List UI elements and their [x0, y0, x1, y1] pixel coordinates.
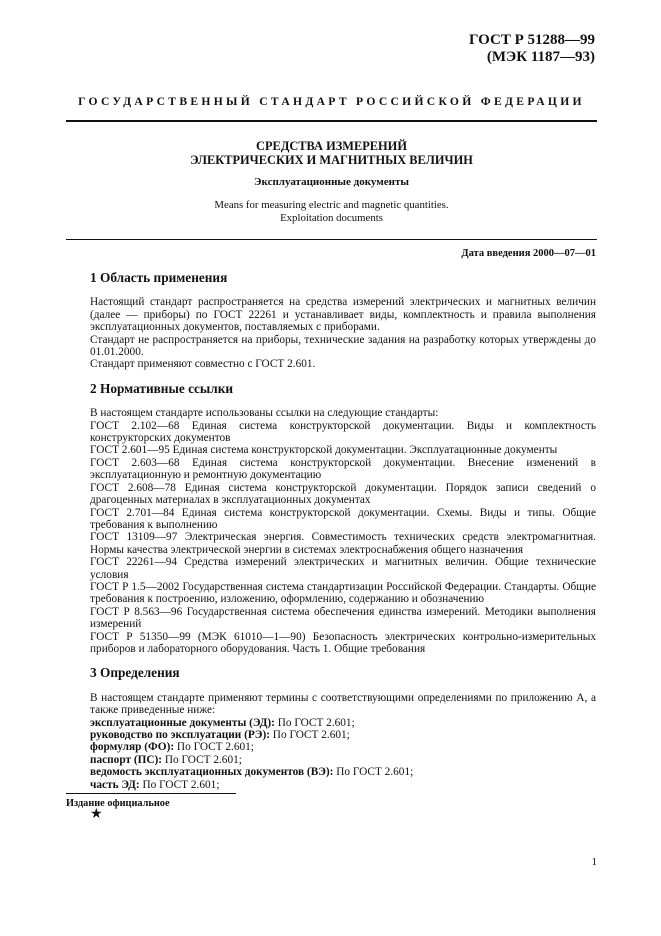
standard-code-line2: (МЭК 1187—93): [486, 49, 595, 65]
reference-item: ГОСТ 2.608—78 Единая система конструкторской документации. Порядок записи сведений о драгоценных материалах в эксплуатационных документах: [90, 481, 596, 507]
reference-item: ГОСТ 22261—94 Средства измерений электрических и магнитных величин. Общие технические условия: [90, 556, 596, 581]
reference-item: ГОСТ 2.102—68 Единая система конструкторской документации. Виды и комплектность конструкторских документов: [90, 419, 596, 445]
page-number: 1: [591, 856, 597, 868]
section-3-body: [66, 692, 596, 791]
definition-item: формуляр (ФО): По ГОСТ 2.601;: [90, 741, 254, 754]
title-block: [66, 139, 597, 224]
section-heading-3: 3 Определения: [90, 665, 180, 681]
english-title-line2: Exploitation documents: [280, 211, 383, 224]
reference-item: ГОСТ 2.603—68 Единая система конструкторской документации. Внесение изменений в эксплуатационную и ремонтную документацию: [90, 456, 596, 482]
paragraph: В настоящем стандарте использованы ссылки на следующие стандарты:: [90, 407, 439, 420]
subtitle: Эксплуатационные документы: [254, 176, 409, 188]
reference-item: ГОСТ 2.601—95 Единая система конструкторской документации. Эксплуатационные документы: [90, 444, 558, 457]
standard-code: [469, 32, 595, 66]
standard-code-line1: ГОСТ Р 51288—99: [468, 32, 595, 48]
english-title-line1: Means for measuring electric and magnetic quantities.: [214, 199, 449, 211]
paragraph: В настоящем стандарте применяют термины с соответствующими определениями по приложению А, а также приведенные ниже:: [90, 691, 596, 717]
reference-item: ГОСТ 2.701—84 Единая система конструкторской документации. Схемы. Виды и типы. Общие требования к выполнению: [90, 506, 596, 531]
star-icon: ★: [90, 807, 103, 822]
section-heading-1: 1 Область применения: [90, 270, 228, 285]
definition-item: эксплуатационные документы (ЭД): По ГОСТ 2.601;: [90, 716, 355, 729]
paragraph: Настоящий стандарт распространяется на средства измерений электрических и магнитных величин (далее — приборы) по ГОСТ 22261 и устанавливает виды, комплектность и правила выполнения эксплуатационных документов, поставляемых с приборами.: [90, 296, 596, 334]
title-line2: ЭЛЕКТРИЧЕСКИХ И МАГНИТНЫХ ВЕЛИЧИН: [190, 153, 473, 167]
section-1-body: [66, 296, 596, 370]
document-body: [90, 266, 596, 791]
official-edition-label: Издание официальное: [66, 798, 170, 809]
introduction-date: Дата введения 2000—07—01: [461, 248, 596, 259]
paragraph: Стандарт не распространяется на приборы, технические задания на разработку которых утверждены до 01.01.2000.: [90, 333, 596, 359]
definition-item: паспорт (ПС): По ГОСТ 2.601;: [90, 753, 242, 766]
footer-divider: [66, 793, 236, 794]
section-heading-2: 2 Нормативные ссылки: [90, 380, 234, 396]
definition-item: ведомость эксплуатационных документов (ВЭ): По ГОСТ 2.601;: [90, 766, 414, 779]
reference-item: ГОСТ 13109—97 Электрическая энергия. Совместимость технических средств электромагнитная. Нормы качества электрической энергии в системах электроснабжения общего назначения: [90, 531, 596, 556]
definition-item: часть ЭД: По ГОСТ 2.601;: [90, 778, 220, 791]
reference-item: ГОСТ Р 51350—99 (МЭК 61010—1—90) Безопасность электрических контрольно-измерительных приборов и лабораторного оборудования. Часть 1. Общие требования: [90, 630, 596, 655]
title-divider: [66, 239, 597, 240]
title-line1: СРЕДСТВА ИЗМЕРЕНИЙ: [256, 139, 407, 153]
paragraph: Стандарт применяют совместно с ГОСТ 2.601.: [90, 358, 316, 371]
definition-item: руководство по эксплуатации (РЭ): По ГОСТ 2.601;: [90, 729, 350, 741]
section-2-body: [66, 407, 596, 655]
state-standard-heading: ГОСУДАРСТВЕННЫЙ СТАНДАРТ РОССИЙСКОЙ ФЕДЕРАЦИИ: [78, 95, 585, 108]
reference-item: ГОСТ Р 8.563—96 Государственная система обеспечения единства измерений. Методики выполнения измерений: [90, 605, 596, 631]
top-divider: [66, 120, 597, 122]
reference-item: ГОСТ Р 1.5—2002 Государственная система стандартизации Российской Федерации. Стандарты. Общие требования к построению, изложению, оформлению, содержанию и обозначению: [90, 580, 596, 606]
